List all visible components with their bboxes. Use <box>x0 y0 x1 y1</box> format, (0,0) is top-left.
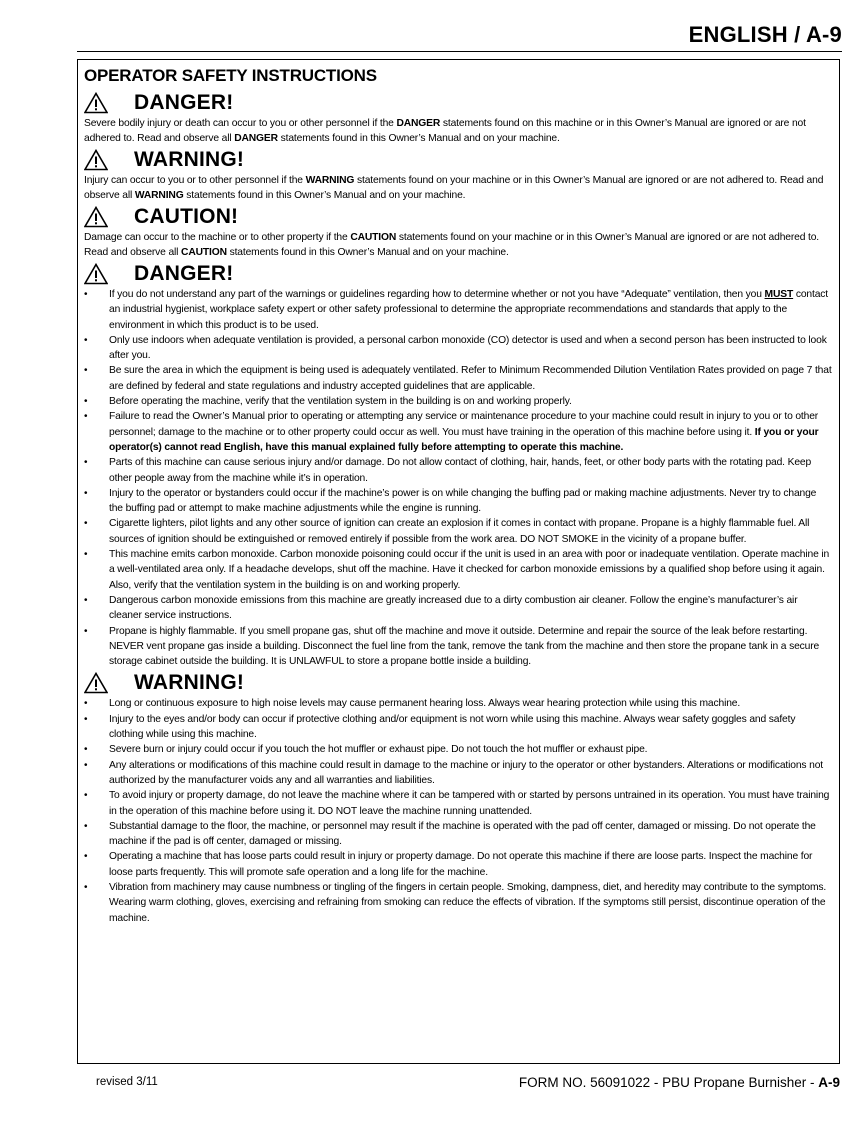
page-header-title: ENGLISH / A-9 <box>688 22 842 47</box>
danger-statement: Severe bodily injury or death can occur to you or other personnel if the DANGER statements found on this machine or in this Owner’s Manual are ignored or are not adhered to. Read and observe all DANGER statements found in this Owner’s Manual and on your machine. <box>84 118 806 144</box>
caution-word: CAUTION! <box>134 205 239 228</box>
form-number: FORM NO. 56091022 - PBU Propane Burnisher - A-9 <box>518 1075 840 1090</box>
list-item: • This machine emits carbon monoxide. Carbon monoxide poisoning could occur if the unit is used in an area with poor or inadequate ventilation. Operate machine in a well-ventilated area only. If a headache develops, shut off the machine. Have it checked for carbon monoxide emissions by a qualified shop before using it again. Also, verify that the ventilation system in the building is on and working properly. <box>84 547 832 593</box>
section-title: OPERATOR SAFETY INSTRUCTIONS <box>84 66 377 85</box>
list-item: • Vibration from machinery may cause numbness or tingling of the fingers in certain people. Smoking, dampness, diet, and heredity may contribute to the symptoms. Wearing warm clothing, gloves, exercising and refraining from smoking can reduce the effects of vibration. If the symptoms still persist, discontinue operation of the machine. <box>84 880 832 926</box>
warning-bullet-list <box>84 696 832 925</box>
list-item: • Propane is highly flammable. If you smell propane gas, shut off the machine and move it outside. Determine and repair the source of the leak before restarting. NEVER vent propane gas inside a building. Disconnect the fuel line from the tank, remove the tank from the machine and then store the propane tank in a secure storage cabinet outside the building. It is UNLAWFUL to store a propane bottle inside a building. <box>84 624 832 670</box>
revision-date: revised 3/11 <box>96 1076 158 1088</box>
warning-triangle-icon <box>84 92 108 114</box>
list-item: • If you do not understand any part of the warnings or guidelines regarding how to determine whether or not you have “Adequate” ventilation, then you MUST contact an industrial hygienist, workplace safety expert or other safety professional to determine the appropriate recommendations and standards that apply to the environment in which this product is to be used. <box>84 287 832 333</box>
header-divider <box>77 51 842 52</box>
warning-statement: Injury can occur to you or to other personnel if the WARNING statements found on your machine or in this Owner’s Manual are ignored or are not adhered to. Read and observe all WARNING statements found in this Owner’s Manual and on your machine. <box>84 175 824 201</box>
caution-statement: Damage can occur to the machine or to other property if the CAUTION statements found on your machine or in this Owner’s Manual are ignored or are not adhered to. Read and observe all CAUTION statements found in this Owner’s Manual and on your machine. <box>84 232 819 258</box>
list-item: • Any alterations or modifications of this machine could result in damage to the machine or injury to the operator or other bystanders. Alterations or modifications not authorized by the manufacturer voids any and all warranties and liabilities. <box>84 758 832 789</box>
list-item: • Severe burn or injury could occur if you touch the hot muffler or exhaust pipe. Do not touch the hot muffler or exhaust pipe. <box>84 742 832 757</box>
list-item: • Operating a machine that has loose parts could result in injury or property damage. Do not operate this machine if there are loose parts. Inspect the machine for loose parts frequently. This will promote safe operation and a long life for the machine. <box>84 849 832 880</box>
warning-triangle-icon <box>84 263 108 285</box>
caution-heading <box>84 204 832 230</box>
list-item: • Substantial damage to the floor, the machine, or personnel may result if the machine is operated with the pad off center, damaged or missing. Do not operate the machine if the pad is off center, damaged or missing. <box>84 819 832 850</box>
list-item: • Dangerous carbon monoxide emissions from this machine are greatly increased due to a dirty combustion air cleaner. Follow the engine’s manufacturer’s air cleaner service instructions. <box>84 593 832 624</box>
warning-heading <box>84 147 832 173</box>
list-item: • Only use indoors when adequate ventilation is provided, a personal carbon monoxide (CO) detector is used and when a second person has been instructed to look after you. <box>84 333 832 364</box>
danger-list-word: DANGER! <box>134 262 234 285</box>
warning-triangle-icon <box>84 149 108 171</box>
warning-list-heading <box>84 670 832 696</box>
warning-word: WARNING! <box>134 148 245 171</box>
list-item: • Long or continuous exposure to high noise levels may cause permanent hearing loss. Always wear hearing protection while using this machine. <box>84 696 832 711</box>
list-item: • Injury to the eyes and/or body can occur if protective clothing and/or equipment is not worn while using this machine. Always wear safety goggles and safety clothing while using this machine. <box>84 712 832 743</box>
danger-word: DANGER! <box>134 91 234 114</box>
list-item: • Be sure the area in which the equipment is being used is adequately ventilated. Refer to Minimum Recommended Dilution Ventilation Rates provided on page 7 that are defined by federal and state regulations and industry accepted guidelines that are applicable. <box>84 363 832 394</box>
list-item: • Parts of this machine can cause serious injury and/or damage. Do not allow contact of clothing, hair, hands, feet, or other body parts with the rotating pad. Keep other people away from the machine while it’s in operation. <box>84 455 832 486</box>
list-item: • Failure to read the Owner’s Manual prior to operating or attempting any service or maintenance procedure to your machine could result in injury to you or to other personnel; damage to the machine or to other property could occur as well. You must have training in the operation of this machine before using it. If you or your operator(s) cannot read English, have this manual explained fully before attempting to operate this machine. <box>84 409 832 455</box>
danger-bullet-list <box>84 287 832 669</box>
safety-content <box>84 64 832 926</box>
warning-list-word: WARNING! <box>134 671 245 695</box>
list-item: • Before operating the machine, verify that the ventilation system in the building is on and working properly. <box>84 394 832 409</box>
list-item: • To avoid injury or property damage, do not leave the machine where it can be tampered with or started by persons untrained in its operation. You must have training in the operation of this machine before using it. DO NOT leave the machine running unattended. <box>84 788 832 819</box>
warning-triangle-icon <box>84 206 108 228</box>
page-number: A-9 <box>818 1075 840 1090</box>
danger-heading <box>84 90 832 116</box>
list-item: • Cigarette lighters, pilot lights and any other source of ignition can create an explosion if it comes in contact with propane. Propane is a highly flammable fuel. All sources of ignition should be extinguished or removed entirely if possible from the work area. DO NOT SMOKE in the vicinity of a propane buffer. <box>84 516 832 547</box>
warning-triangle-icon <box>84 672 108 694</box>
danger-list-heading <box>84 261 832 287</box>
list-item: • Injury to the operator or bystanders could occur if the machine’s power is on while changing the buffing pad or making machine adjustments. Never try to change the buffing pad or attempt to make machine adjustments while the engine is running. <box>84 486 832 517</box>
